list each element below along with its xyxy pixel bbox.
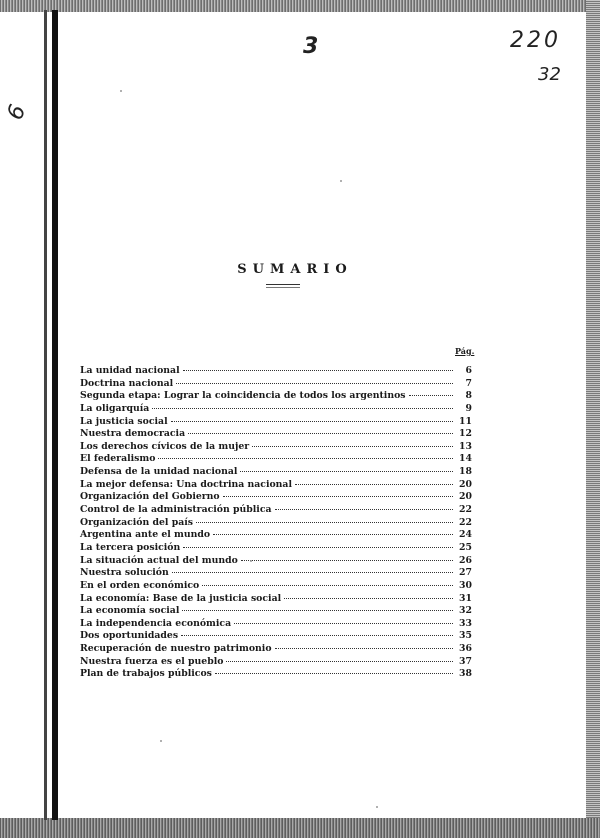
toc-entry-page: 22 <box>459 516 472 528</box>
toc-leader-dots <box>215 666 453 674</box>
handwritten-page-number: 220 <box>510 28 561 53</box>
toc-entry <box>80 668 472 681</box>
toc-leader-dots <box>182 603 453 611</box>
toc-entry-title: La situación actual del mundo <box>80 554 238 566</box>
toc-entry-page: 30 <box>459 579 472 591</box>
toc-entry-title: Dos oportunidades <box>80 630 179 642</box>
toc-leader-dots <box>213 527 453 535</box>
toc-entry-page: 12 <box>459 428 472 440</box>
toc-entry-page: 37 <box>459 655 472 667</box>
handwritten-sub-number: 32 <box>538 64 561 85</box>
toc-leader-dots <box>275 502 454 510</box>
toc-entry-title: La mejor defensa: Una doctrina nacional <box>80 478 292 490</box>
toc-entry-page: 9 <box>465 402 472 414</box>
toc-entry-title: La tercera posición <box>80 541 181 553</box>
toc-leader-dots <box>241 553 453 561</box>
toc-leader-dots <box>158 451 453 459</box>
toc-entry-page: 33 <box>459 617 472 629</box>
toc-entry-page: 11 <box>459 415 472 427</box>
toc-entry-title: Nuestra solución <box>80 567 169 579</box>
scan-speck <box>160 740 162 742</box>
toc-entry-page: 35 <box>459 630 472 642</box>
toc-leader-dots <box>234 616 453 624</box>
scan-speck <box>340 180 342 182</box>
toc-leader-dots <box>171 414 453 422</box>
toc-entry-page: 32 <box>459 605 472 617</box>
toc-leader-dots <box>275 641 453 649</box>
toc-leader-dots <box>152 401 453 409</box>
toc-leader-dots <box>202 578 453 586</box>
title-ornament-rule <box>266 284 300 288</box>
toc-leader-dots <box>240 464 453 472</box>
toc-entry-title: El federalismo <box>80 453 156 465</box>
toc-entry-title: Defensa de la unidad nacional <box>80 466 238 478</box>
toc-leader-dots <box>181 628 453 636</box>
toc-entry-page: 13 <box>459 440 472 452</box>
toc-entry-title: Doctrina nacional <box>80 377 174 389</box>
toc-entry-title: La independencia económica <box>80 617 232 629</box>
toc-entry-page: 20 <box>459 491 472 503</box>
toc-leader-dots <box>409 388 453 396</box>
scan-border-right <box>586 0 600 838</box>
toc-leader-dots <box>183 540 453 548</box>
toc-entry-title: Control de la administración pública <box>80 504 272 516</box>
toc-entry-title: En el orden económico <box>80 579 200 591</box>
toc-entry-page: 14 <box>459 453 472 465</box>
table-of-contents <box>80 365 472 681</box>
toc-entry-title: La economía social <box>80 605 180 617</box>
toc-entry-title: La justicia social <box>80 415 168 427</box>
page-column-header: Pág. <box>455 346 475 356</box>
binding-edge <box>52 10 58 820</box>
toc-leader-dots <box>172 565 453 573</box>
toc-leader-dots <box>284 591 453 599</box>
handwritten-top-number: 3 <box>303 34 319 59</box>
toc-leader-dots <box>183 363 453 371</box>
toc-leader-dots <box>176 376 453 384</box>
toc-entry-title: La unidad nacional <box>80 365 180 376</box>
page-title: SUMARIO <box>237 262 353 277</box>
toc-leader-dots <box>196 515 453 523</box>
scan-speck <box>120 90 122 92</box>
toc-entry-title: Organización del país <box>80 516 193 528</box>
toc-entry-title: Nuestra fuerza es el pueblo <box>80 655 224 667</box>
toc-entry-title: Los derechos cívicos de la mujer <box>80 440 250 452</box>
toc-entry-page: 6 <box>465 365 472 376</box>
toc-entry-page: 26 <box>459 554 472 566</box>
toc-entry-title: Nuestra democracia <box>80 428 186 440</box>
toc-entry-page: 38 <box>459 668 472 680</box>
toc-leader-dots <box>223 489 453 497</box>
toc-entry-title: Plan de trabajos públicos <box>80 668 212 680</box>
toc-entry-page: 31 <box>459 592 472 604</box>
toc-entry-page: 24 <box>459 529 472 541</box>
toc-entry-title: Recuperación de nuestro patrimonio <box>80 643 272 655</box>
toc-entry-title: Organización del Gobierno <box>80 491 220 503</box>
toc-entry-title: Segunda etapa: Lograr la coincidencia de todos los argentinos <box>80 390 406 402</box>
toc-entry-page: 36 <box>459 643 472 655</box>
scan-border-top <box>0 0 600 12</box>
toc-leader-dots <box>295 477 453 485</box>
toc-leader-dots <box>188 426 453 434</box>
toc-entry-title: Argentina ante el mundo <box>80 529 211 541</box>
toc-entry-title: La oligarquía <box>80 402 150 414</box>
toc-entry-page: 25 <box>459 541 472 553</box>
handwritten-margin-number: 6 <box>2 101 32 124</box>
toc-leader-dots <box>252 439 453 447</box>
toc-entry-page: 8 <box>465 390 472 402</box>
toc-leader-dots <box>226 654 453 662</box>
binding-shadow <box>44 10 47 820</box>
toc-entry-page: 7 <box>465 377 472 389</box>
toc-entry-title: La economía: Base de la justicia social <box>80 592 282 604</box>
toc-entry-page: 22 <box>459 504 472 516</box>
scan-speck <box>376 806 378 808</box>
scan-border-bottom <box>0 818 600 838</box>
scan-speck <box>250 560 252 562</box>
toc-entry-page: 20 <box>459 478 472 490</box>
toc-entry-page: 27 <box>459 567 472 579</box>
toc-entry-page: 18 <box>459 466 472 478</box>
